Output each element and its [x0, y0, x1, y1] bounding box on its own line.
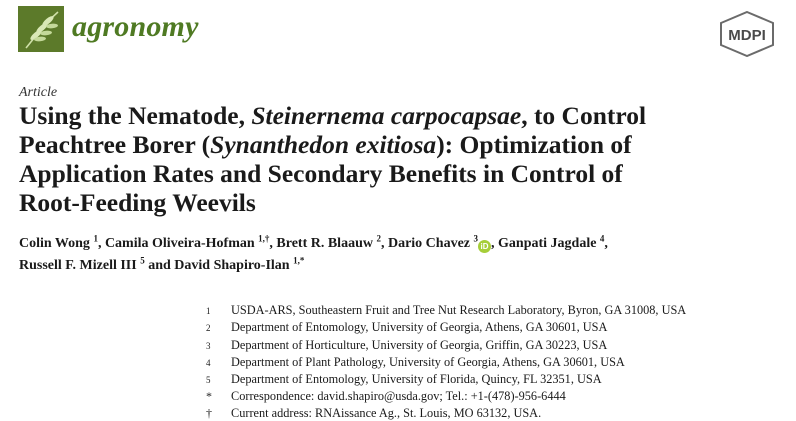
author-name[interactable]: Brett R. Blaauw — [276, 236, 373, 251]
author-name[interactable]: Colin Wong — [19, 236, 90, 251]
author-affiliation-sup: 3 — [473, 233, 479, 244]
title-line-2: Peachtree Borer (Synanthedon exitiosa): Optimization of — [19, 130, 632, 159]
correspondence-item — [204, 388, 784, 404]
affiliation-item — [204, 337, 784, 354]
correspondence-text[interactable]: Correspondence: david.shapiro@usda.gov; Tel.: +1-(478)-956-6444 — [231, 389, 566, 404]
affiliation-item — [204, 319, 784, 336]
article-type: Article — [19, 85, 58, 100]
affiliation-item — [204, 302, 784, 319]
affiliation-text: Department of Entomology, University of Florida, Quincy, FL 32351, USA — [231, 372, 602, 387]
wheat-icon — [18, 6, 64, 52]
affiliation-marker: 2 — [206, 323, 211, 334]
affiliation-marker: * — [206, 389, 212, 404]
author-name[interactable]: David Shapiro-Ilan — [174, 258, 290, 273]
affiliation-marker: 5 — [206, 375, 211, 386]
orcid-icon[interactable]: iD — [478, 240, 491, 253]
current-address-item — [204, 405, 784, 421]
title-line-4: Root-Feeding Weevils — [19, 188, 256, 217]
journal-logo — [18, 6, 64, 52]
author-affiliation-sup: 1,† — [258, 233, 270, 244]
author-name[interactable]: Russell F. Mizell III — [19, 258, 137, 273]
publisher-name: MDPI — [728, 27, 766, 44]
affiliation-text: Department of Plant Pathology, University of Georgia, Athens, GA 30601, USA — [231, 354, 625, 369]
affiliation-list — [204, 302, 784, 421]
author-name[interactable]: Dario Chavez — [387, 236, 471, 251]
current-address-text: Current address: RNAissance Ag., St. Louis, MO 63132, USA. — [231, 405, 542, 420]
journal-name[interactable]: agronomy — [72, 10, 199, 43]
author-name[interactable]: Camila Oliveira-Hofman — [104, 236, 255, 251]
publisher-logo[interactable] — [718, 11, 776, 57]
affiliation-item — [204, 371, 784, 388]
author-affiliation-sup: 2 — [376, 233, 381, 244]
author-affiliation-sup: 1 — [93, 233, 98, 244]
author-list: Colin Wong $^1$, Camila Oliveira-Hofman $^{1,\dagger}$, Brett R. Blaauw $^2$, Dario Chavez $^3$iD , Ganpati Jagdale $^4$, Russell F. Mizell III $^5$ and David Shapiro-Ilan $^{1,*}$ — [19, 233, 608, 273]
author-name[interactable]: Ganpati Jagdale — [498, 236, 597, 251]
author-conjunction: and — [148, 258, 171, 273]
author-affiliation-sup: 4 — [599, 233, 605, 244]
title-line-3: Application Rates and Secondary Benefits in Control of — [19, 159, 623, 188]
author-affiliation-sup: 1,* — [293, 255, 305, 266]
title-line-1: Using the Nematode, Steinernema carpocapsae, to Control — [19, 101, 647, 130]
affiliation-item — [204, 354, 784, 371]
mdpi-hexagon-icon — [718, 11, 776, 57]
affiliation-text: Department of Horticulture, University of Georgia, Griffin, GA 30223, USA — [231, 337, 608, 352]
affiliation-marker: 3 — [206, 340, 211, 351]
affiliation-marker: 4 — [206, 357, 211, 368]
affiliation-marker: 1 — [206, 306, 211, 316]
affiliation-text: Department of Entomology, University of Georgia, Athens, GA 30601, USA — [231, 320, 608, 335]
author-affiliation-sup: 5 — [140, 255, 145, 266]
affiliation-text: USDA-ARS, Southeastern Fruit and Tree Nut Research Laboratory, Byron, GA 31008, USA — [231, 303, 687, 317]
affiliation-marker: † — [206, 405, 212, 420]
article-title — [19, 101, 779, 217]
